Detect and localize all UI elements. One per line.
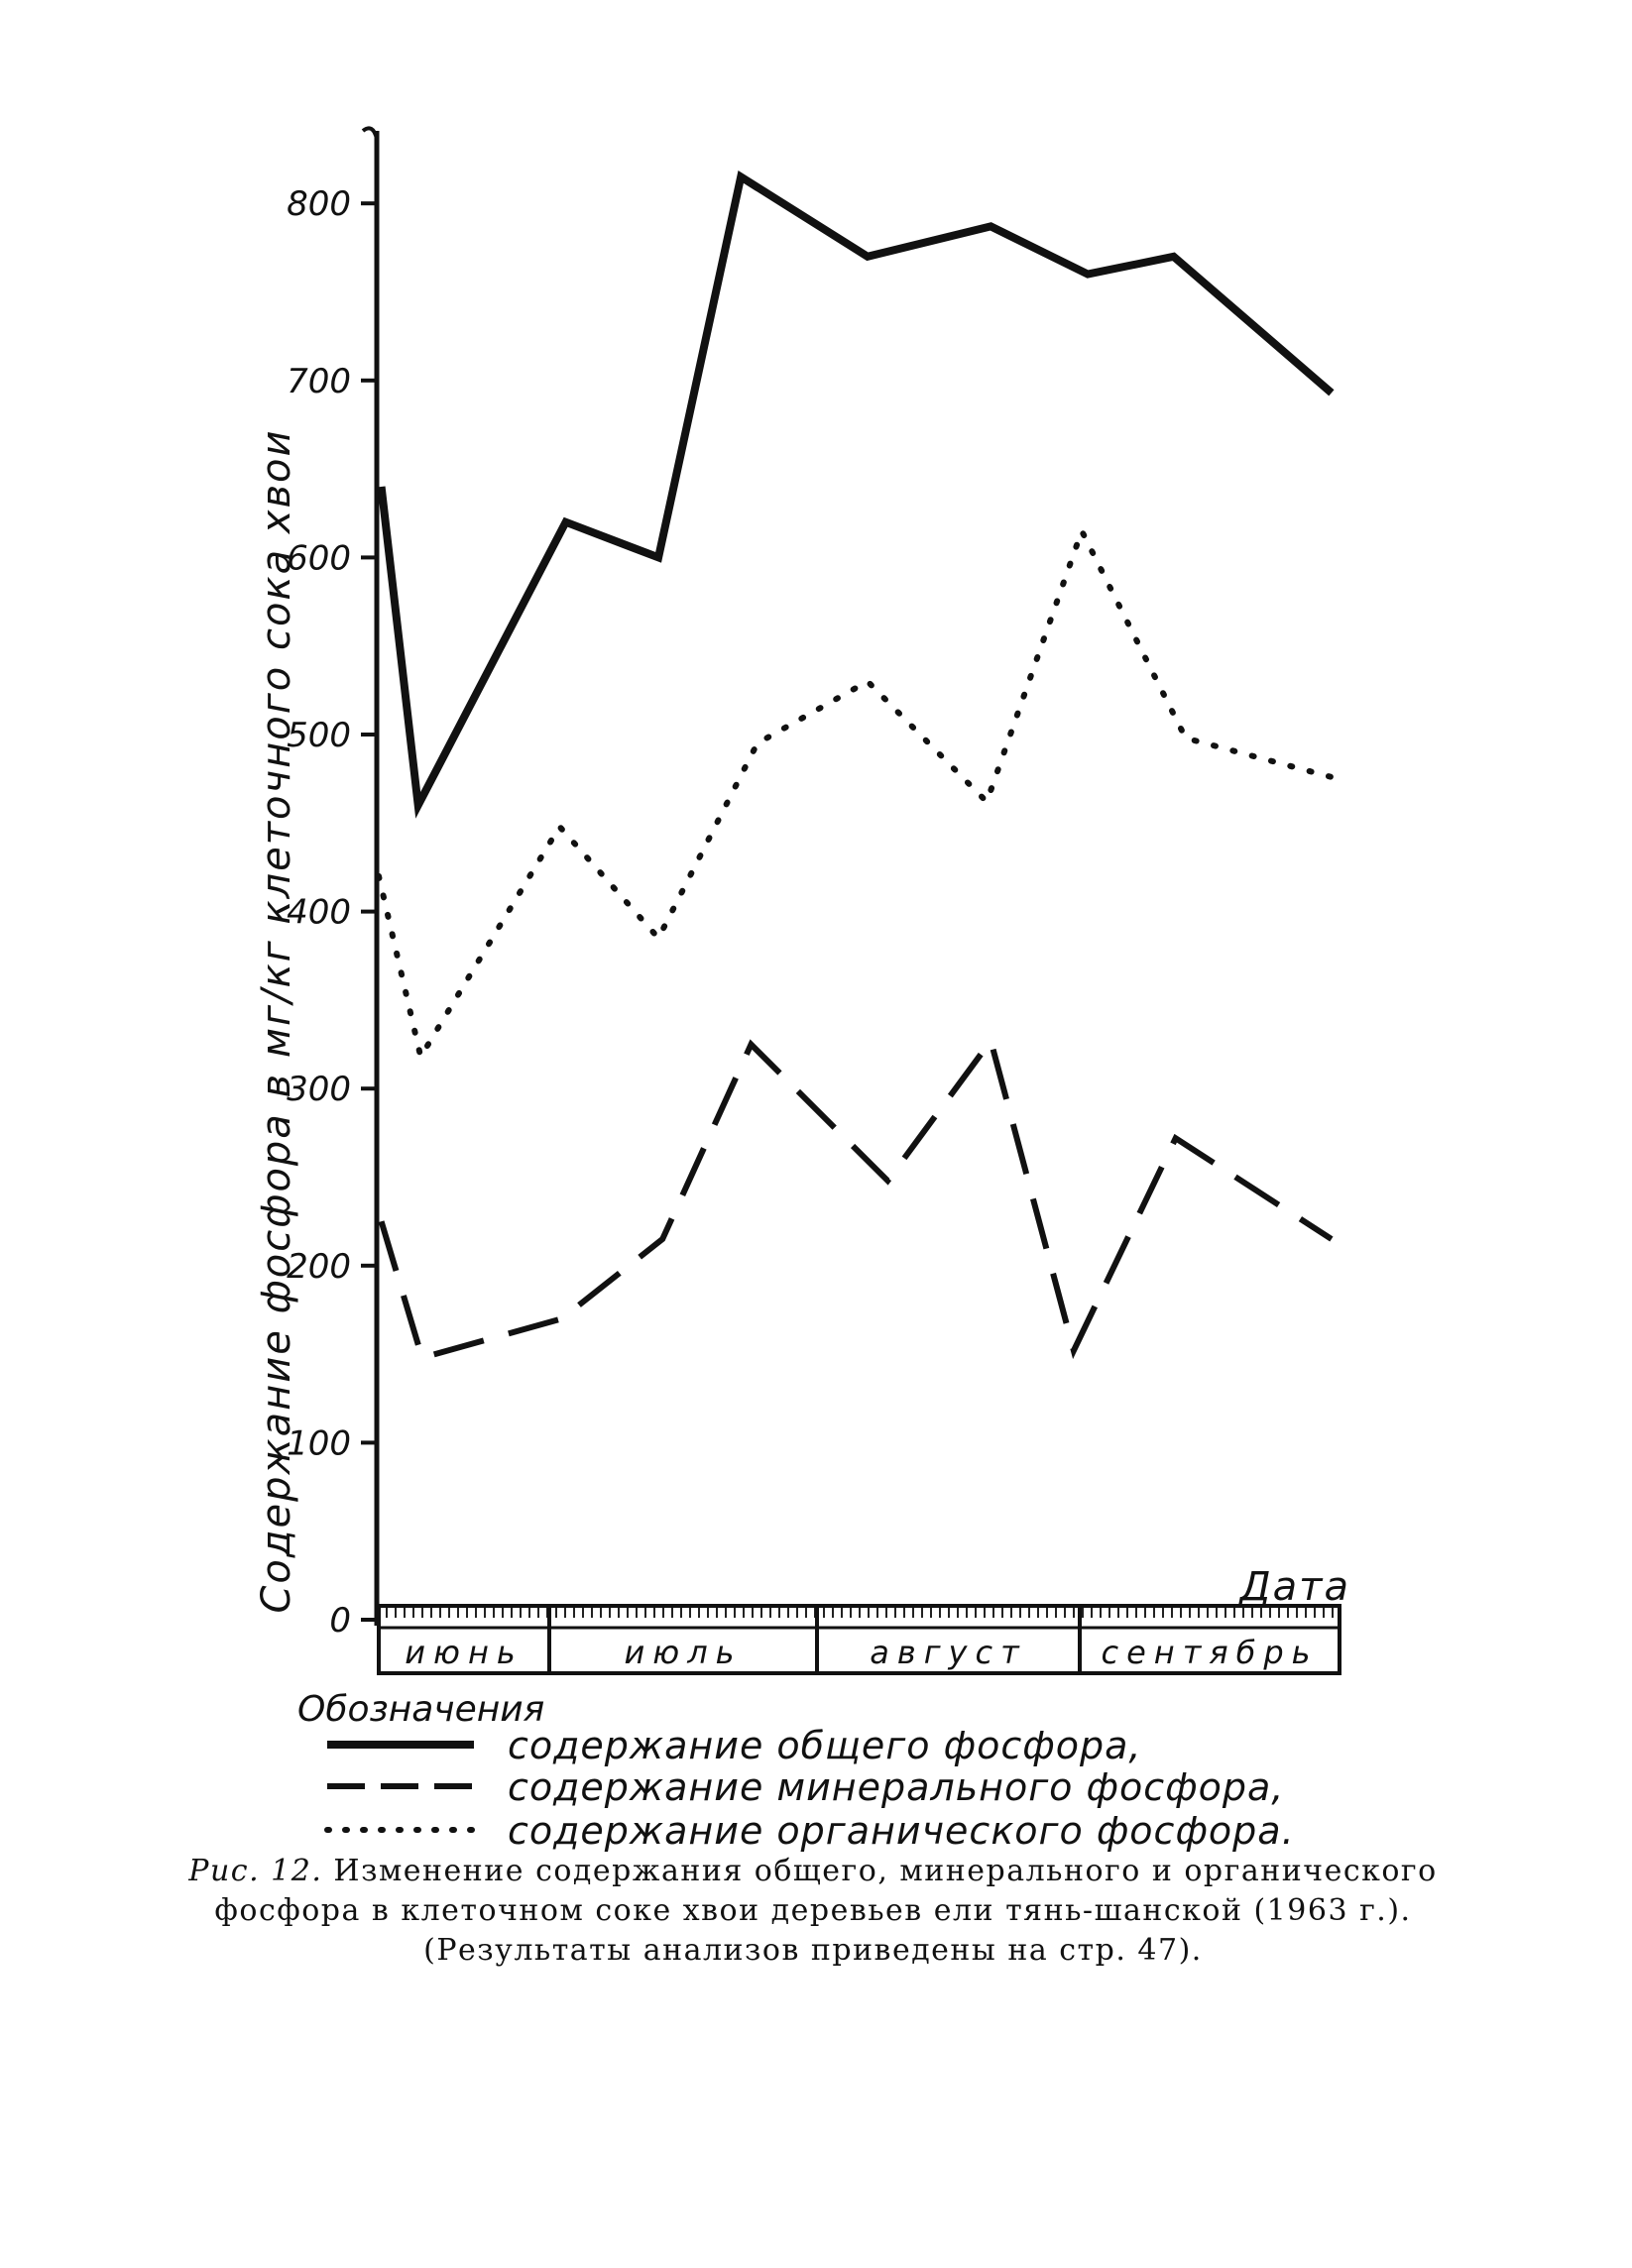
series-line-dashed <box>382 1041 1332 1358</box>
y-tick-label: 500 <box>287 716 351 755</box>
axes <box>363 128 377 1626</box>
y-tick-label: 300 <box>287 1070 351 1110</box>
y-tick-label: 0 <box>329 1601 351 1641</box>
x-axis-label: Дата <box>1239 1564 1350 1610</box>
legend-entry-label: содержание минерального фосфора, <box>508 1765 1285 1809</box>
month-label: август <box>870 1634 1027 1671</box>
y-tick-label: 400 <box>287 892 351 933</box>
caption-line-3: (Результаты анализов приведены на стр. 47). <box>423 1933 1203 1968</box>
legend-entry-label: содержание общего фосфора, <box>508 1724 1142 1767</box>
month-label: июль <box>624 1634 743 1671</box>
legend-title: Обозначения <box>297 1689 545 1730</box>
y-ticks <box>287 184 377 1641</box>
date-scale <box>379 1606 1340 1673</box>
caption-line-1 <box>149 1852 1477 1891</box>
figure-number: Рис. 12. <box>188 1854 323 1888</box>
month-label: сентябрь <box>1101 1634 1319 1671</box>
legend-entry-label: содержание органического фосфора. <box>508 1809 1295 1853</box>
y-axis-top-hook <box>363 128 377 139</box>
series-line-solid <box>382 176 1332 805</box>
legend <box>297 1689 1295 1853</box>
y-tick-label: 600 <box>287 538 351 579</box>
series-lines <box>379 176 1332 1357</box>
caption-text-1: Изменение содержания общего, минерального и органического <box>333 1854 1438 1888</box>
month-label: июнь <box>405 1634 524 1671</box>
y-tick-label: 200 <box>287 1246 351 1287</box>
caption-line-2: фосфора в клеточном соке хвои деревьев ели тянь-шанской (1963 г.). <box>214 1893 1412 1928</box>
figure-caption <box>149 1852 1477 1971</box>
y-tick-label: 800 <box>287 184 351 225</box>
y-tick-label: 700 <box>287 361 351 401</box>
y-axis-label: Содержание фосфора в мг/кг клеточного сока хвои <box>254 428 299 1614</box>
y-tick-label: 100 <box>287 1423 351 1464</box>
